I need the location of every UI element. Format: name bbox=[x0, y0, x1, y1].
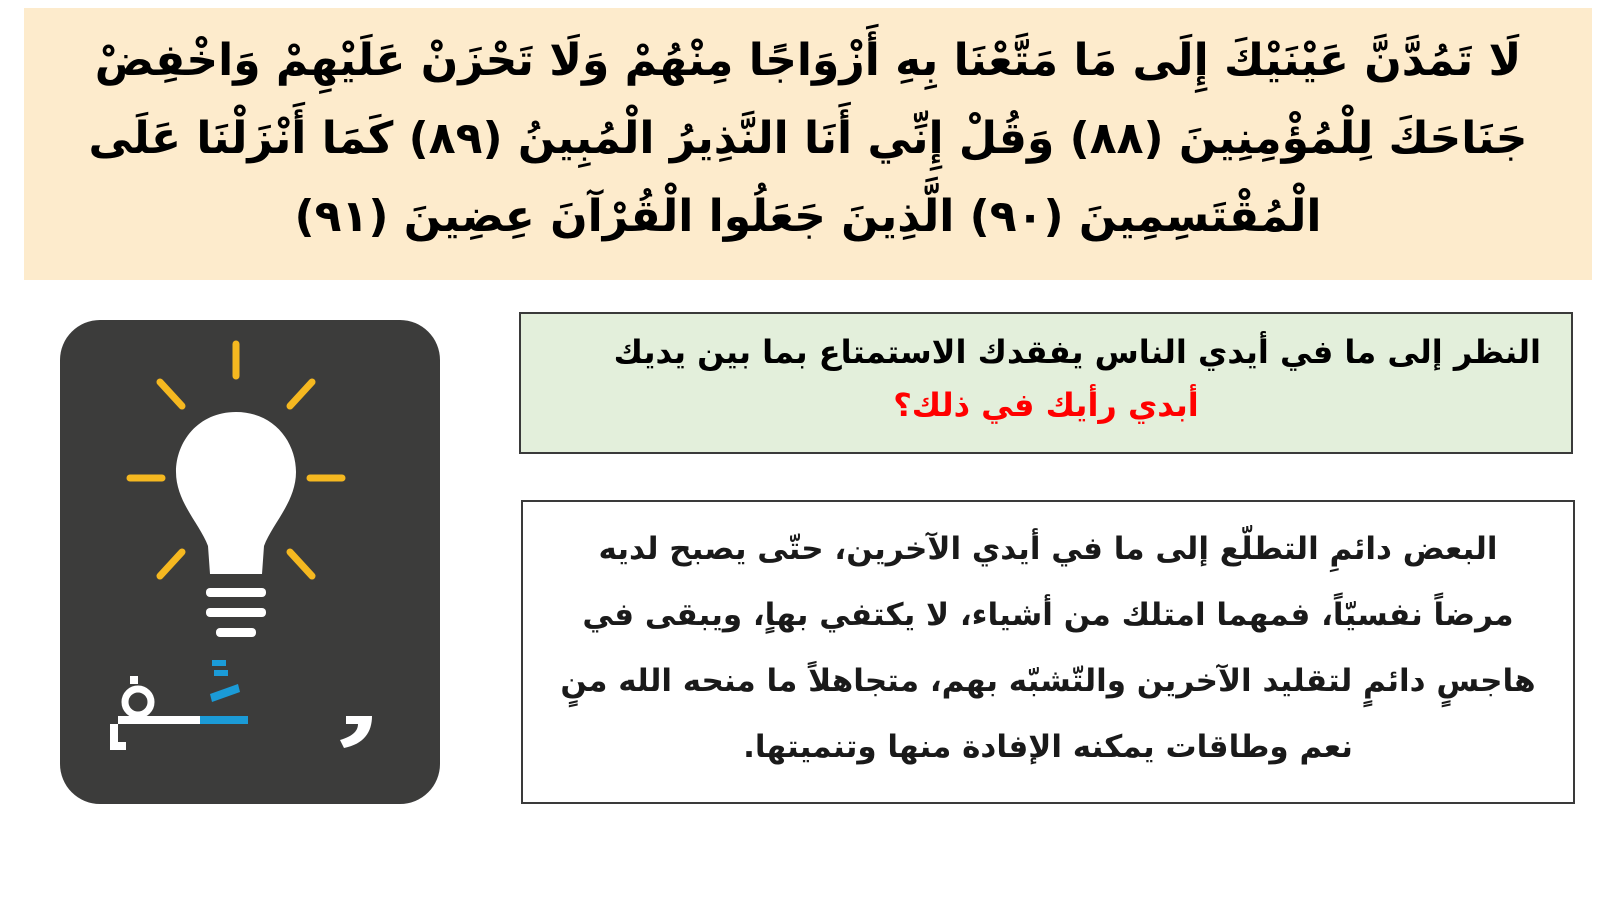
lightbulb-icon bbox=[60, 320, 440, 804]
reflection-prompt: أبدي رأيك في ذلك؟ bbox=[893, 386, 1199, 424]
think-word-icon bbox=[110, 676, 372, 750]
reflection-question-box bbox=[519, 312, 1573, 454]
quran-verse-text: لَا تَمُدَّنَّ عَيْنَيْكَ إِلَى مَا مَتَّعْنَا بِهِ أَزْوَاجًا مِنْهُمْ وَلَا تَحْزَنْ عَلَيْهِمْ وَاخْفِضْ جَنَاحَكَ لِلْمُؤْمِنِينَ (٨٨) وَقُلْ إِنِّي أَنَا النَّذِيرُ الْمُبِينُ (٨٩) كَمَا أَنْزَلْنَا عَلَى الْمُقْتَسِمِينَ (٩٠) الَّذِينَ جَعَلُوا الْقُرْآنَ عِضِينَ (٩١) bbox=[88, 35, 1528, 242]
quran-verse-box bbox=[24, 8, 1592, 280]
bulb-glass-icon bbox=[176, 412, 296, 574]
answer-box bbox=[521, 500, 1575, 804]
kaf-accent-icon bbox=[200, 660, 248, 724]
think-card bbox=[60, 320, 440, 804]
answer-text: البعض دائمِ التطلّع إلى ما في أيدي الآخرين، حتّى يصبح لديه مرضاً نفسيّاً، فمهما امتلك من أشياء، لا يكتفي بهاٍ، ويبقى في هاجسٍ دائمٍ لتقليد الآخرين والتّشبّه بهم، متجاهلاً ما منحه الله منٍ نعم وطاقات يمكنه الإفادة منها وتنميتها. bbox=[560, 531, 1536, 765]
reflection-statement: النظر إلى ما في أيدي الناس يفقدك الاستمتاع بما بين يديك bbox=[613, 333, 1541, 371]
